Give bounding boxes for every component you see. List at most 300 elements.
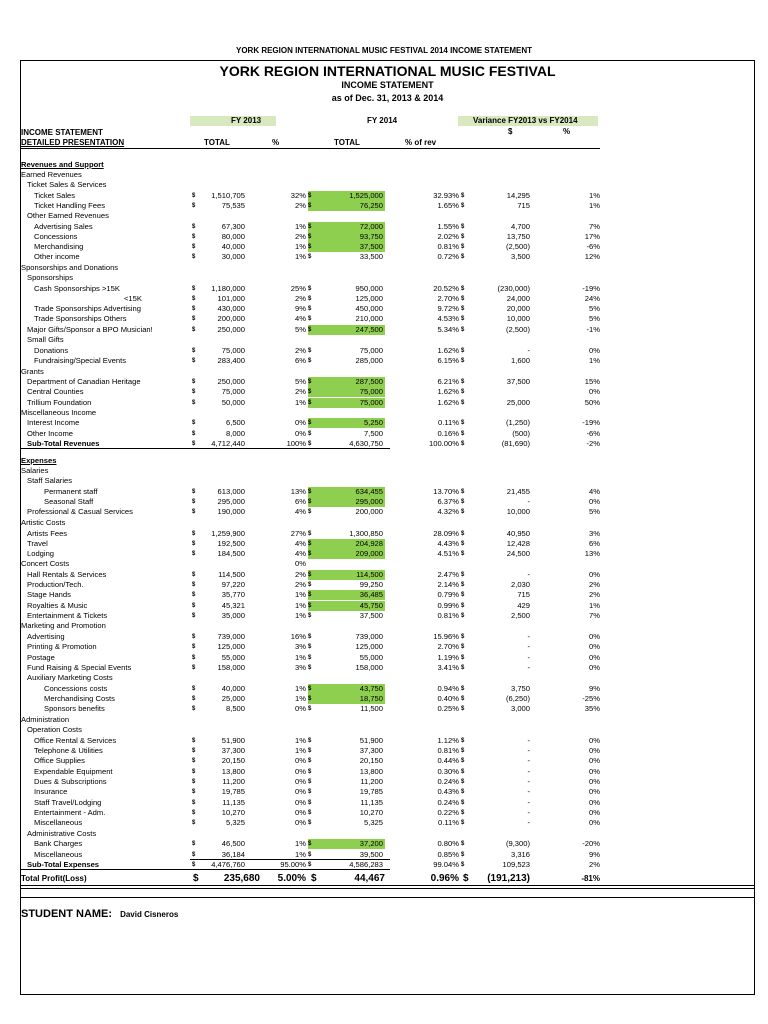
variance-pct: 0%	[589, 387, 600, 396]
value-2014: 11,200	[360, 777, 383, 786]
pct-2013: 1%	[295, 222, 306, 231]
row-label: Trade Sponsorships Advertising	[34, 304, 141, 313]
pct-2014: 0.30%	[437, 767, 459, 776]
dollar-sign-2013: $	[192, 696, 196, 702]
dollar-sign-2013: $	[192, 348, 196, 354]
dollar-sign-2014: $	[308, 582, 312, 588]
variance-pct: 9%	[589, 684, 600, 693]
table-row	[0, 222, 768, 232]
row-label: Office Rental & Services	[34, 736, 117, 745]
row-label: Marketing and Promotion	[21, 621, 106, 630]
table-row	[0, 294, 768, 304]
row-label: Stage Hands	[27, 590, 71, 599]
variance-value: 4,700	[510, 222, 530, 231]
dollar-sign-2014: $	[308, 418, 318, 428]
pct-2013: 2%	[295, 294, 306, 303]
value-2013: 40,000	[221, 242, 245, 251]
value-2014: 45,750	[318, 601, 385, 611]
dollar-sign-variance: $	[461, 420, 465, 426]
table-row	[0, 777, 768, 787]
variance-dollar-header: $	[508, 127, 513, 136]
dollar-sign-variance: $	[461, 686, 465, 692]
dollar-sign-2014: $	[308, 387, 318, 397]
pct-2013: 0%	[295, 767, 306, 776]
variance-pct: 1%	[589, 356, 600, 365]
value-2014: 285,000	[355, 356, 383, 365]
value-2013: 19,785	[221, 787, 245, 796]
table-row	[0, 456, 768, 466]
variance-value: 37,500	[506, 377, 530, 386]
pct-2013: 32%	[290, 191, 306, 200]
dollar-sign-variance: $	[461, 603, 465, 609]
dollar-sign-variance: $	[461, 234, 465, 240]
dollar-sign-2014: $	[308, 431, 312, 437]
row-label: Entertainment & Tickets	[27, 611, 108, 620]
pct-2013: 0%	[295, 418, 306, 427]
pct-2014: 28.09%	[433, 529, 459, 538]
pct-2014: 0.24%	[437, 798, 459, 807]
variance-pct: 9%	[589, 850, 600, 859]
dollar-sign-2014: $	[308, 852, 312, 858]
pct-2013: 1%	[295, 252, 306, 261]
value-2013: 51,900	[221, 736, 245, 745]
variance-header: Variance FY2013 vs FY2014	[473, 116, 578, 125]
variance-pct: 4%	[589, 487, 600, 496]
dollar-sign-2013: $	[192, 841, 196, 847]
row-label: Travel	[27, 539, 48, 548]
pct-2014: 6.15%	[437, 356, 459, 365]
dollar-sign-2013: $	[192, 489, 196, 495]
variance-value: -	[527, 767, 530, 776]
pct-2013: 0%	[295, 429, 306, 438]
pct-2013: 1%	[295, 611, 306, 620]
variance-pct: -6%	[586, 429, 600, 438]
value-2014: 10,270	[359, 808, 383, 817]
value-2013: 8,500	[225, 704, 245, 713]
dollar-sign-variance: $	[461, 441, 465, 447]
row-label: Advertising Sales	[34, 222, 93, 231]
pct-2014: 0.81%	[437, 746, 459, 755]
row-label: Operation Costs	[27, 725, 82, 734]
pct-2013: 25%	[290, 284, 306, 293]
dollar-sign-variance: $	[461, 789, 465, 795]
dollar-sign-variance: $	[461, 193, 465, 199]
variance-value: 13,750	[506, 232, 530, 241]
pct-2013: 95.00%	[280, 860, 306, 869]
value-2013: 80,000	[221, 232, 245, 241]
dollar-sign-2013: $	[192, 655, 196, 661]
dollar-sign-variance: $	[461, 665, 465, 671]
row-label: Bank Charges	[34, 839, 83, 848]
pct-2013: 0%	[295, 559, 306, 568]
dollar-sign-variance: $	[461, 358, 465, 364]
pct-2014: 6.21%	[437, 377, 459, 386]
header-rule	[20, 148, 600, 149]
row-label: Miscellaneous Income	[21, 408, 97, 417]
row-label: Department of Canadian Heritage	[27, 377, 141, 386]
variance-value: 14,295	[506, 191, 530, 200]
dollar-sign-2013: $	[192, 327, 196, 333]
value-2014: 4,630,750	[349, 439, 383, 448]
total-variance-pct: -81%	[581, 874, 600, 883]
dollar-sign-2014: $	[308, 769, 312, 775]
dollar-sign-2014: $	[308, 377, 318, 387]
dollar-sign-variance: $	[461, 431, 465, 437]
row-label: Professional & Casual Services	[27, 507, 133, 516]
variance-pct: 0%	[589, 663, 600, 672]
table-row	[0, 356, 768, 366]
value-2014: 1,525,000	[318, 191, 385, 201]
table-row	[0, 601, 768, 611]
dollar-sign-2013: $	[192, 306, 196, 312]
total-dollar-2014: $	[311, 873, 317, 884]
value-2013: 75,535	[221, 201, 245, 210]
row-label: Administration	[21, 715, 70, 724]
row-label: Postage	[27, 653, 55, 662]
table-row	[0, 549, 768, 559]
row-label: Expenses	[21, 456, 57, 465]
row-label: Central Counties	[27, 387, 84, 396]
row-label: Fundraising/Special Events	[34, 356, 127, 365]
row-label: Staff Travel/Lodging	[34, 798, 102, 807]
table-row	[0, 367, 768, 377]
dollar-sign-variance: $	[461, 499, 465, 505]
dollar-sign-variance: $	[461, 592, 465, 598]
variance-pct: -19%	[582, 418, 600, 427]
value-2014: 634,455	[318, 487, 385, 497]
variance-value: -	[527, 570, 530, 579]
dollar-sign-2013: $	[192, 644, 196, 650]
table-row	[0, 325, 768, 335]
value-2013: 101,000	[217, 294, 245, 303]
row-label: Insurance	[34, 787, 68, 796]
row-label: Merchandising	[34, 242, 84, 251]
dollar-sign-variance: $	[461, 779, 465, 785]
row-label: Other income	[34, 252, 80, 261]
value-2013: 4,476,760	[211, 860, 245, 869]
pct-2014: 1.62%	[437, 398, 459, 407]
dollar-sign-2014: $	[308, 839, 318, 849]
row-label: Advertising	[27, 632, 65, 641]
variance-pct: 0%	[589, 746, 600, 755]
presentation-label: DETAILED PRESENTATION	[21, 138, 125, 147]
dollar-sign-2013: $	[192, 572, 196, 578]
table-row	[0, 673, 768, 683]
dollar-sign-2014: $	[308, 634, 312, 640]
variance-value: 20,000	[506, 304, 530, 313]
variance-pct: -6%	[586, 242, 600, 251]
table-row	[0, 314, 768, 324]
variance-value: 715	[517, 590, 530, 599]
value-2013: 37,300	[221, 746, 245, 755]
value-2014: 36,485	[318, 590, 385, 600]
variance-value	[470, 387, 530, 397]
value-2014: 99,250	[359, 580, 383, 589]
pct-2013: 2%	[295, 232, 306, 241]
row-label: Concessions	[34, 232, 78, 241]
row-label: Printing & Promotion	[27, 642, 97, 651]
pct-2014: 4.32%	[437, 507, 459, 516]
value-2014: 39,500	[359, 850, 383, 859]
variance-value: -	[527, 808, 530, 817]
table-row	[0, 684, 768, 694]
variance-pct: 24%	[584, 294, 600, 303]
value-2013: 67,300	[221, 222, 245, 231]
value-2013: 35,000	[221, 611, 245, 620]
dollar-sign-2013: $	[192, 592, 196, 598]
variance-value: -	[527, 632, 530, 641]
variance-value: 3,000	[510, 704, 530, 713]
variance-pct: 5%	[589, 314, 600, 323]
dollar-sign-2014: $	[308, 325, 318, 335]
table-row	[0, 408, 768, 418]
pct-2013: 1%	[295, 653, 306, 662]
value-2014: 13,800	[359, 767, 383, 776]
student-section-rule	[20, 897, 755, 898]
variance-value: (1,250)	[505, 418, 530, 427]
dollar-sign-2013: $	[192, 389, 196, 395]
value-2014: 37,200	[318, 839, 385, 849]
pct-2014: 4.51%	[437, 549, 459, 558]
table-row	[0, 466, 768, 476]
pct-2014: 0.80%	[437, 839, 459, 848]
variance-pct: 5%	[589, 507, 600, 516]
variance-value: 10,000	[506, 314, 530, 323]
value-2014: 5,250	[318, 418, 385, 428]
pct-2014: 100.00%	[429, 439, 459, 448]
row-label: Interest Income	[27, 418, 80, 427]
row-label: Earned Revenues	[21, 170, 82, 179]
value-2013: 11,135	[222, 798, 245, 807]
dollar-sign-2014: $	[308, 441, 312, 447]
row-label: Hall Rentals & Services	[27, 570, 107, 579]
dollar-sign-2014: $	[308, 655, 312, 661]
value-2013: 40,000	[221, 684, 245, 693]
pct-2014: 32.93%	[433, 191, 459, 200]
row-label: Small Gifts	[27, 335, 64, 344]
dollar-sign-variance: $	[461, 306, 465, 312]
value-2014: 11,135	[360, 798, 383, 807]
table-row	[0, 621, 768, 631]
variance-pct: 0%	[589, 497, 600, 506]
value-2014: 125,000	[355, 642, 383, 651]
variance-pct: 0%	[589, 787, 600, 796]
variance-value: -	[527, 818, 530, 827]
pct-2014: 0.16%	[437, 429, 459, 438]
pct-2013: 6%	[295, 497, 306, 506]
dollar-sign-variance: $	[461, 541, 465, 547]
dollar-sign-2013: $	[192, 420, 196, 426]
pct-2014: 15.96%	[433, 632, 459, 641]
total-profit-row	[0, 873, 768, 885]
table-row	[0, 191, 768, 201]
variance-value: -	[527, 736, 530, 745]
total-profit-label: Total Profit(Loss)	[21, 874, 87, 883]
variance-value: -	[527, 798, 530, 807]
dollar-sign-2014: $	[308, 316, 312, 322]
value-2014: 37,300	[359, 746, 383, 755]
table-row	[0, 570, 768, 580]
pct-2013: 3%	[295, 642, 306, 651]
pct-2014: 2.70%	[437, 642, 459, 651]
pct-2013: 1%	[295, 736, 306, 745]
variance-pct: 1%	[589, 191, 600, 200]
dollar-sign-variance: $	[461, 224, 465, 230]
dollar-sign-2013: $	[192, 316, 196, 322]
row-label: Dues & Subscriptions	[34, 777, 107, 786]
variance-pct: 7%	[589, 611, 600, 620]
table-row	[0, 539, 768, 549]
variance-value: (230,000)	[497, 284, 530, 293]
table-row	[0, 497, 768, 507]
total-pct-2014: 0.96%	[430, 873, 459, 884]
variance-pct: 5%	[589, 304, 600, 313]
total-pct-2013: 5.00%	[277, 873, 306, 884]
pct-2014: 0.81%	[437, 611, 459, 620]
dollar-sign-2013: $	[192, 379, 196, 385]
value-2014: 75,000	[359, 346, 383, 355]
row-label: Permanent staff	[44, 487, 98, 496]
dollar-sign-variance: $	[461, 296, 465, 302]
row-label: Major Gifts/Sponsor a BPO Musician!	[27, 325, 153, 334]
table-row	[0, 232, 768, 242]
dollar-sign-2013: $	[192, 224, 196, 230]
table-row	[0, 284, 768, 294]
row-label: Concert Costs	[21, 559, 70, 568]
pct-2013: 9%	[295, 304, 306, 313]
pct-2013: 16%	[290, 632, 306, 641]
value-2014: 210,000	[355, 314, 383, 323]
dollar-sign-2013: $	[192, 769, 196, 775]
pct-2014: 1.62%	[437, 387, 459, 396]
variance-value: -	[527, 346, 530, 355]
table-row	[0, 808, 768, 818]
dollar-sign-2014: $	[308, 306, 312, 312]
dollar-sign-2013: $	[192, 582, 196, 588]
value-2014: 37,500	[359, 611, 383, 620]
variance-pct: 0%	[589, 736, 600, 745]
row-label: Miscellaneous	[34, 818, 83, 827]
dollar-sign-2013: $	[192, 862, 196, 868]
dollar-sign-variance: $	[461, 379, 465, 385]
variance-pct: 12%	[584, 252, 600, 261]
value-2014: 295,000	[318, 497, 385, 507]
pct-2014: 0.25%	[437, 704, 459, 713]
row-label: Fund Raising & Special Events	[27, 663, 132, 672]
row-label: Entertainment - Adm.	[34, 808, 106, 817]
pct-2014: 1.62%	[437, 346, 459, 355]
dollar-sign-variance: $	[461, 400, 465, 406]
row-label: Royalties & Music	[27, 601, 88, 610]
value-2013: 250,000	[217, 377, 245, 386]
pct-2013: 2%	[295, 201, 306, 210]
table-row	[0, 487, 768, 497]
table-row	[0, 377, 768, 387]
variance-pct: 50%	[584, 398, 600, 407]
value-2014: 114,500	[318, 570, 385, 580]
total-value-2013: 235,680	[223, 873, 260, 884]
total-2014-header: TOTAL	[334, 138, 360, 147]
row-label: Ticket Sales & Services	[27, 180, 107, 189]
value-2014: 5,325	[363, 818, 383, 827]
total-value-2014: 44,467	[354, 873, 385, 884]
dollar-sign-variance: $	[461, 509, 465, 515]
pct-2014: 3.41%	[437, 663, 459, 672]
table-row	[0, 398, 768, 408]
variance-pct: 2%	[589, 860, 600, 869]
pct-2014: 0.85%	[437, 850, 459, 859]
pct-2013: 1%	[295, 242, 306, 251]
value-2014: 247,500	[318, 325, 385, 335]
dollar-sign-2014: $	[308, 748, 312, 754]
pct-2013: 6%	[295, 356, 306, 365]
value-2014: 18,750	[318, 694, 385, 704]
pct-2013: 0%	[295, 818, 306, 827]
variance-pct: 0%	[589, 767, 600, 776]
table-row	[0, 263, 768, 273]
student-label: STUDENT NAME:	[21, 908, 113, 920]
dollar-sign-2013: $	[192, 551, 196, 557]
variance-value: (6,250)	[505, 694, 530, 703]
expense-subtotal-rule	[20, 869, 390, 870]
pct-2014: 1.12%	[437, 736, 459, 745]
value-2014: 200,000	[355, 507, 383, 516]
table-row	[0, 211, 768, 221]
dollar-sign-2014: $	[308, 191, 318, 201]
pct-2013: 1%	[295, 601, 306, 610]
pct-2014: 2.47%	[437, 570, 459, 579]
dollar-sign-2013: $	[192, 613, 196, 619]
variance-value: 12,428	[506, 539, 530, 548]
pct-2014: 4.53%	[437, 314, 459, 323]
value-2013: 97,220	[221, 580, 245, 589]
dollar-sign-variance: $	[461, 531, 465, 537]
variance-value: 24,000	[506, 294, 530, 303]
value-2013: 295,000	[217, 497, 245, 506]
dollar-sign-2013: $	[192, 810, 196, 816]
dollar-sign-2013: $	[192, 441, 196, 447]
pct-2013: 0%	[295, 787, 306, 796]
pct-2013: 1%	[295, 746, 306, 755]
pct-2013: 1%	[295, 839, 306, 848]
value-2013: 36,184	[221, 850, 245, 859]
value-2014: 950,000	[355, 284, 383, 293]
pct-2014: 0.79%	[437, 590, 459, 599]
table-row	[0, 170, 768, 180]
pct-2014: 0.24%	[437, 777, 459, 786]
dollar-sign-variance: $	[461, 748, 465, 754]
dollar-sign-variance: $	[461, 800, 465, 806]
variance-value: -	[527, 787, 530, 796]
value-2013: 55,000	[221, 653, 245, 662]
dollar-sign-2013: $	[192, 603, 196, 609]
value-2013: 30,000	[221, 252, 245, 261]
pct-2013: 1%	[295, 398, 306, 407]
expense-subtotal-rule-top	[190, 859, 390, 860]
value-2013: 1,180,000	[211, 284, 245, 293]
dollar-sign-2014: $	[308, 232, 318, 242]
row-label: Administrative Costs	[27, 829, 97, 838]
dollar-sign-2013: $	[192, 234, 196, 240]
dollar-sign-2013: $	[192, 852, 196, 858]
row-label: Sponsorships	[27, 273, 74, 282]
variance-value: -	[527, 653, 530, 662]
variance-value: 1,600	[510, 356, 530, 365]
variance-pct: 7%	[589, 222, 600, 231]
pct-2013: 27%	[290, 529, 306, 538]
pct-2013: 13%	[290, 487, 306, 496]
dollar-sign-2014: $	[308, 862, 312, 868]
